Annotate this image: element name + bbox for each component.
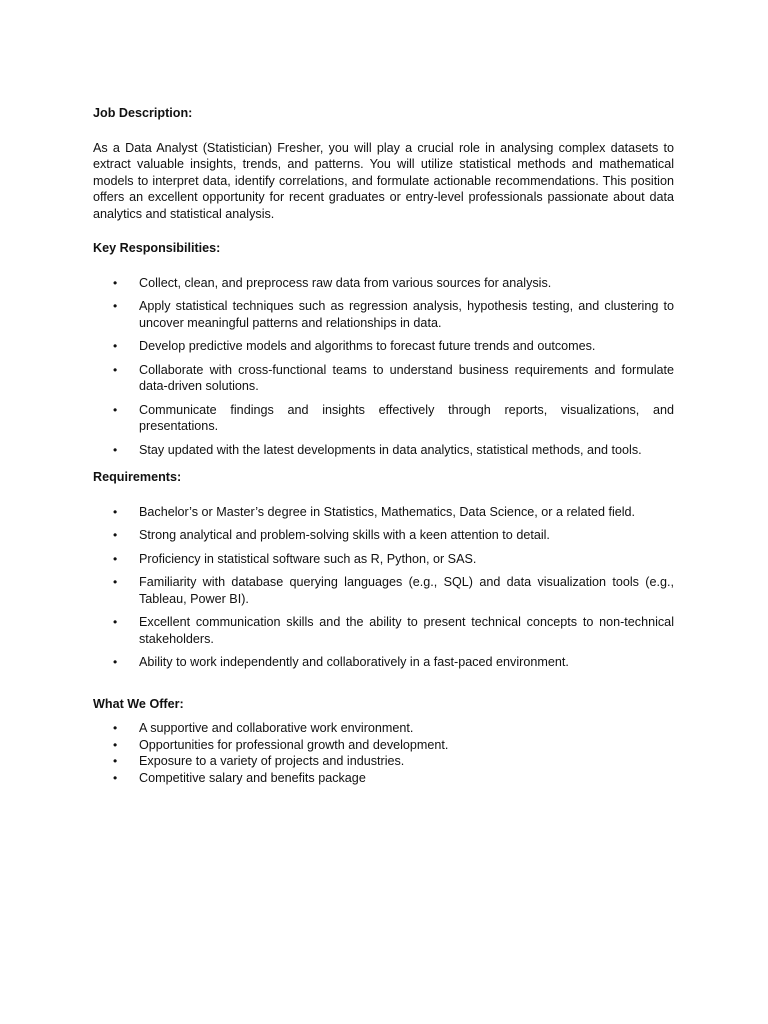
bullet-icon: • (113, 575, 118, 589)
bullet-icon: • (113, 737, 118, 752)
bullet-icon: • (113, 754, 118, 768)
job-description-heading: Job Description: (93, 106, 193, 120)
offer-heading: What We Offer: (93, 696, 184, 711)
list-item (93, 654, 674, 671)
bullet-icon: • (113, 362, 118, 377)
bullet-icon: • (113, 721, 118, 735)
list-item-text: Collaborate with cross-functional teams to understand business requirements and formulate data-driven solutions. (139, 362, 674, 393)
list-item-text: Opportunities for professional growth and development. (139, 737, 449, 752)
bullet-icon: • (113, 770, 118, 785)
list-item (93, 614, 674, 647)
bullet-icon: • (113, 655, 118, 669)
bullet-icon: • (113, 339, 118, 353)
responsibilities-heading: Key Responsibilities: (93, 241, 221, 255)
bullet-icon: • (113, 275, 118, 290)
document-page (93, 105, 674, 786)
bullet-icon: • (113, 615, 118, 629)
list-item-text: Communicate findings and insights effectively through reports, visualizations, and presentations. (139, 402, 674, 433)
bullet-icon: • (113, 442, 118, 457)
list-item (93, 527, 674, 544)
list-item (93, 504, 674, 521)
list-item-text: Familiarity with database querying languages (e.g., SQL) and data visualization tools (e.g., Tableau, Power BI). (139, 575, 674, 606)
list-item-text: Develop predictive models and algorithms to forecast future trends and outcomes. (139, 339, 596, 353)
bullet-icon: • (113, 299, 118, 313)
list-item-text: Proficiency in statistical software such as R, Python, or SAS. (139, 551, 477, 566)
bullet-icon: • (113, 528, 118, 542)
list-item-text: Ability to work independently and collaboratively in a fast-paced environment. (139, 655, 569, 669)
list-item-text: Competitive salary and benefits package (139, 770, 366, 785)
list-item (93, 753, 674, 770)
list-item-text: Bachelor’s or Master’s degree in Statistics, Mathematics, Data Science, or a related field. (139, 504, 636, 519)
list-item (93, 551, 674, 568)
list-item (93, 442, 674, 459)
list-item (93, 574, 674, 607)
bullet-icon: • (113, 402, 118, 417)
list-item-text: Apply statistical techniques such as regression analysis, hypothesis testing, and clustering to uncover meaningful patterns and relationships in data. (139, 299, 674, 330)
bullet-icon: • (113, 551, 118, 566)
list-item-text: Strong analytical and problem-solving skills with a keen attention to detail. (139, 528, 550, 542)
list-item (93, 770, 674, 787)
list-item-text: A supportive and collaborative work environment. (139, 721, 414, 735)
list-item (93, 362, 674, 395)
job-description-paragraph: As a Data Analyst (Statistician) Fresher, you will play a crucial role in analysing complex datasets to extract valuable insights, trends, and patterns. You will utilize statistical methods and mathematical models to interpret data, identify correlations, and formulate actionable recommendations. This position offers an excellent opportunity for recent graduates or entry-level professionals passionate about data analytics and statistical analysis. (93, 140, 674, 221)
offer-list (93, 720, 674, 786)
list-item (93, 275, 674, 292)
list-item (93, 402, 674, 435)
list-item-text: Exposure to a variety of projects and industries. (139, 754, 405, 768)
list-item (93, 298, 674, 331)
requirements-heading: Requirements: (93, 470, 182, 484)
list-item (93, 720, 674, 737)
list-item (93, 338, 674, 355)
list-item-text: Excellent communication skills and the ability to present technical concepts to non-technical stakeholders. (139, 615, 674, 646)
responsibilities-list (93, 275, 674, 459)
list-item-text: Collect, clean, and preprocess raw data from various sources for analysis. (139, 275, 552, 290)
requirements-list (93, 504, 674, 671)
list-item-text: Stay updated with the latest developments in data analytics, statistical methods, and tools. (139, 442, 642, 457)
list-item (93, 737, 674, 754)
bullet-icon: • (113, 504, 118, 519)
